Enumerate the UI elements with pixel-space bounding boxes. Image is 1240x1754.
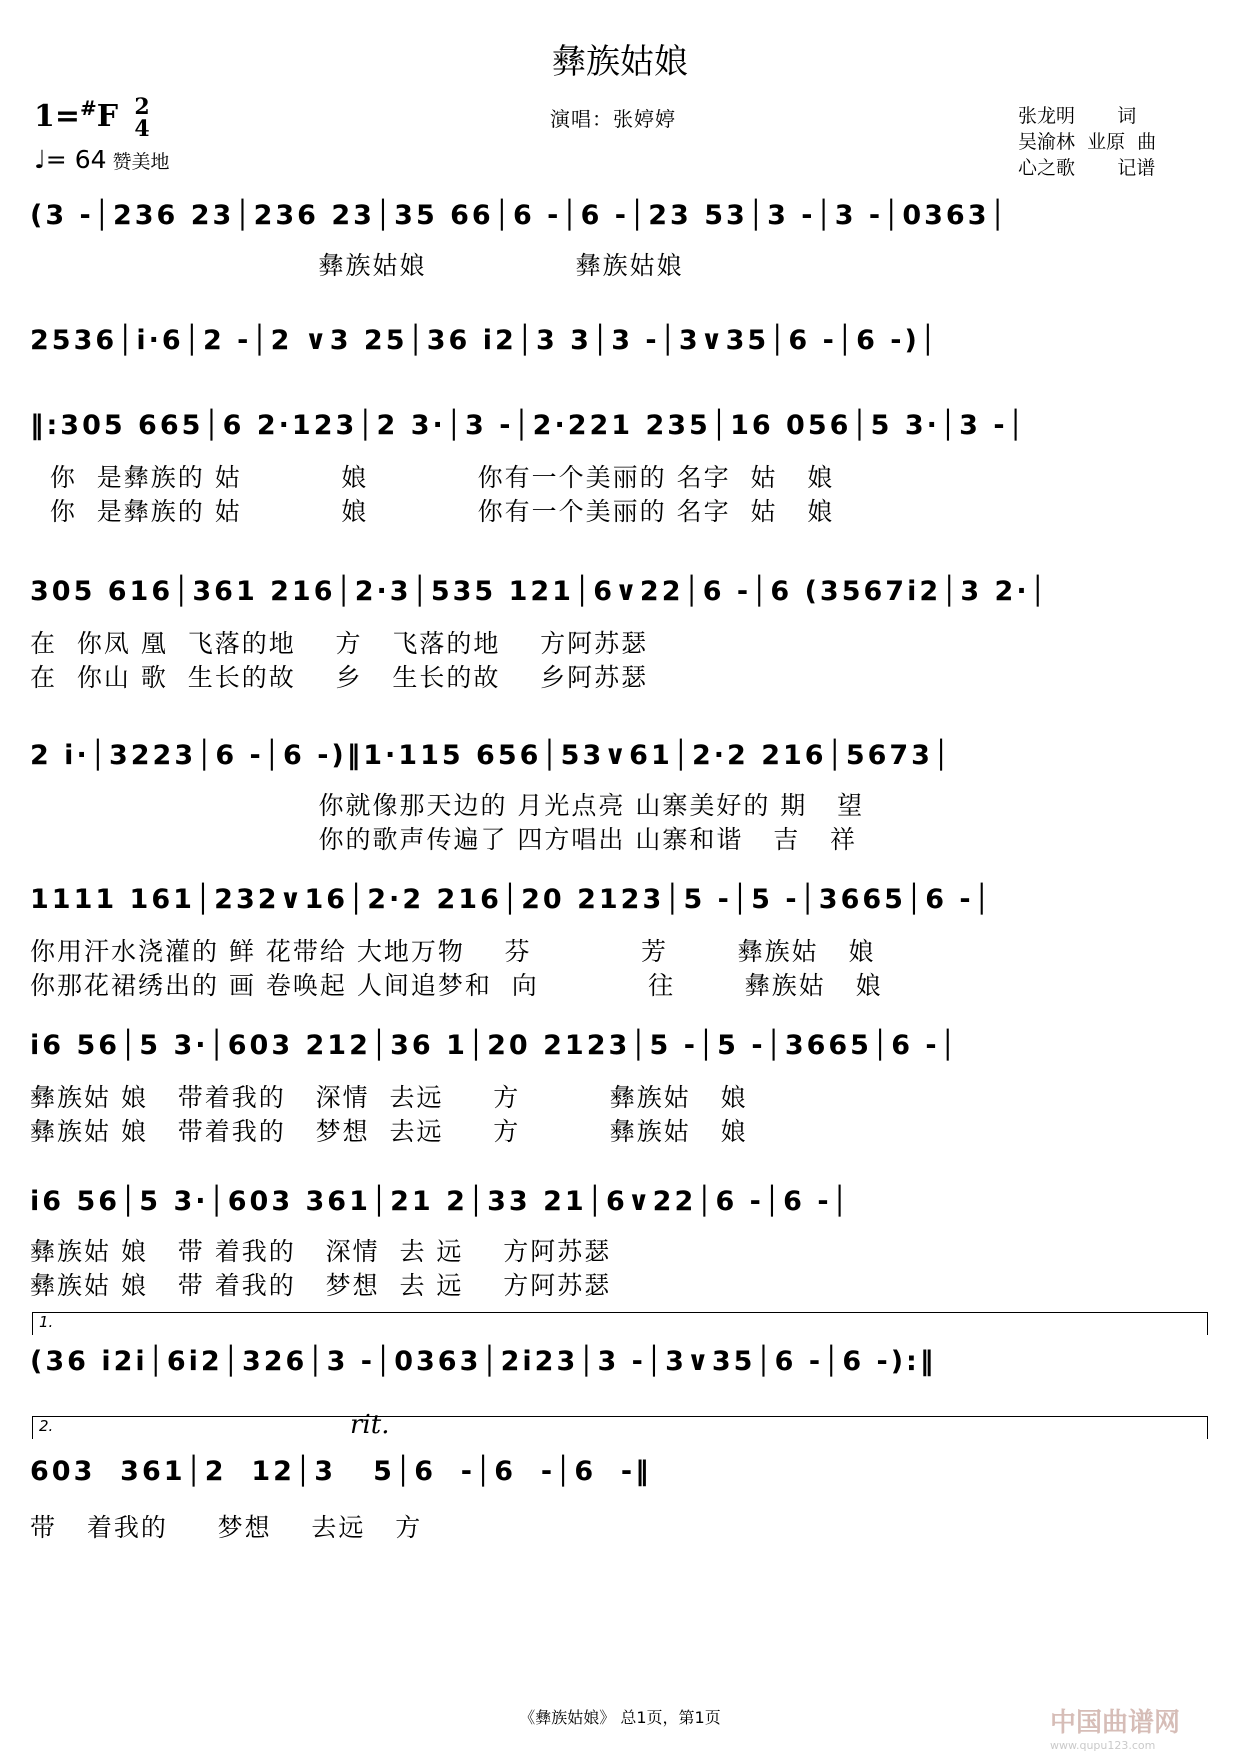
- score-system-4-lyrics-1: 在 你凤 凰 飞落的地 方 飞落的地 方阿苏瑟: [30, 629, 649, 658]
- score-system-4-lyrics-2: 在 你山 歌 生长的故 乡 生长的故 乡阿苏瑟: [30, 663, 649, 692]
- expression-mark: 赞美地: [112, 151, 170, 173]
- composer-credit: 吴渝林 业原 曲: [1018, 131, 1157, 153]
- score-system-6-lyrics-2: 你那花裙绣出的 画 卷唤起 人间追梦和 向 往 彝族姑 娘: [30, 971, 883, 1000]
- lyricist-credit: 张龙明 词: [1018, 105, 1137, 127]
- time-signature: [128, 96, 156, 140]
- time-bottom: 4: [134, 116, 150, 142]
- score-system-10-lyrics-1: 带 着我的 梦想 去远 方: [30, 1513, 423, 1542]
- score-system-9-notes: (36 i2i│6i2│326│3 -│0363│2i23│3 -│3∨35│6 -│6 -):‖: [30, 1346, 937, 1377]
- score-system-7-lyrics-2: 彝族姑 娘 带着我的 梦想 去远 方 彝族姑 娘: [30, 1117, 748, 1146]
- watermark-logo: [1050, 1702, 1180, 1752]
- score-system-5-lyrics-2: 你的歌声传遍了 四方唱出 山寨和谐 吉 祥: [30, 825, 858, 854]
- score-system-8-lyrics-2: 彝族姑 娘 带 着我的 梦想 去 远 方阿苏瑟: [30, 1271, 612, 1300]
- watermark-url: www.qupu123.com: [1050, 1739, 1156, 1752]
- score-system-5-notes: 2 i·│3223│6 -│6 -)‖1·115 656│53∨61│2·2 216│5673│: [30, 740, 953, 771]
- score-system-2-notes: 2536│i·6│2 -│2 ∨3 25│36 i2│3 3│3 -│3∨35│6 -│6 -)│: [30, 325, 940, 356]
- volta-2-label: 2.: [39, 1417, 54, 1435]
- volta-1-label: 1.: [39, 1313, 54, 1331]
- score-system-1-notes: (3 -│236 23│236 23│35 66│6 -│6 -│23 53│3 -│3 -│0363│: [30, 200, 1009, 231]
- song-title: 彝族姑娘: [552, 42, 688, 82]
- time-top: 2: [134, 94, 150, 120]
- score-system-7-lyrics-1: 彝族姑 娘 带着我的 深情 去远 方 彝族姑 娘: [30, 1083, 748, 1112]
- score-system-10-notes: 603 361│2 12│3 5│6 -│6 -│6 -‖: [30, 1456, 652, 1487]
- score-system-1-lyrics: 彝族姑娘 彝族姑娘: [30, 251, 684, 280]
- watermark-brand: 中国曲谱网: [1050, 1708, 1181, 1738]
- quarter-note-icon: ♩: [34, 145, 46, 174]
- score-system-5-lyrics-1: 你就像那天边的 月光点亮 山寨美好的 期 望: [30, 791, 865, 820]
- score-system-3-lyrics-2: 你 是彝族的 姑 娘 你有一个美丽的 名字 姑 娘: [30, 497, 835, 526]
- score-system-7-notes: i6 56│5 3·│603 212│36 1│20 2123│5 -│5 -│3665│6 -│: [30, 1030, 959, 1061]
- score-system-6-notes: 1111 161│232∨16│2·2 216│20 2123│5 -│5 -│3665│6 -│: [30, 884, 993, 915]
- volta-bracket-1: [32, 1312, 1208, 1335]
- score-system-4-notes: 305 616│361 216│2·3│535 121│6∨22│6 -│6 (3567i2│3 2·│: [30, 576, 1049, 607]
- score-system-6-lyrics-1: 你用汗水浇灌的 鲜 花带给 大地万物 芬 芳 彝族姑 娘: [30, 937, 876, 966]
- key-note: F: [96, 99, 119, 134]
- transcriber-credit: 心之歌 记谱: [1018, 157, 1156, 179]
- score-system-8-lyrics-1: 彝族姑 娘 带 着我的 深情 去 远 方阿苏瑟: [30, 1237, 612, 1266]
- sharp-sign: #: [80, 96, 97, 120]
- ritardando-mark: rit.: [350, 1410, 390, 1440]
- score-system-3-lyrics-1: 你 是彝族的 姑 娘 你有一个美丽的 名字 姑 娘: [30, 463, 835, 492]
- singer-credit: 演唱：张婷婷: [550, 107, 676, 131]
- page-footer: 《彝族姑娘》 总1页，第1页: [519, 1708, 721, 1727]
- key-signature: [34, 96, 118, 134]
- tempo-marking: [34, 145, 170, 174]
- tempo-value: = 64: [45, 145, 107, 174]
- volta-bracket-2: [32, 1416, 1208, 1439]
- key-prefix: 1=: [34, 99, 81, 134]
- score-system-8-notes: i6 56│5 3·│603 361│21 2│33 21│6∨22│6 -│6 -│: [30, 1186, 851, 1217]
- author-credits: [1018, 103, 1156, 181]
- score-system-3-notes: ‖:305 665│6 2·123│2 3·│3 -│2·221 235│16 056│5 3·│3 -│: [30, 410, 1027, 441]
